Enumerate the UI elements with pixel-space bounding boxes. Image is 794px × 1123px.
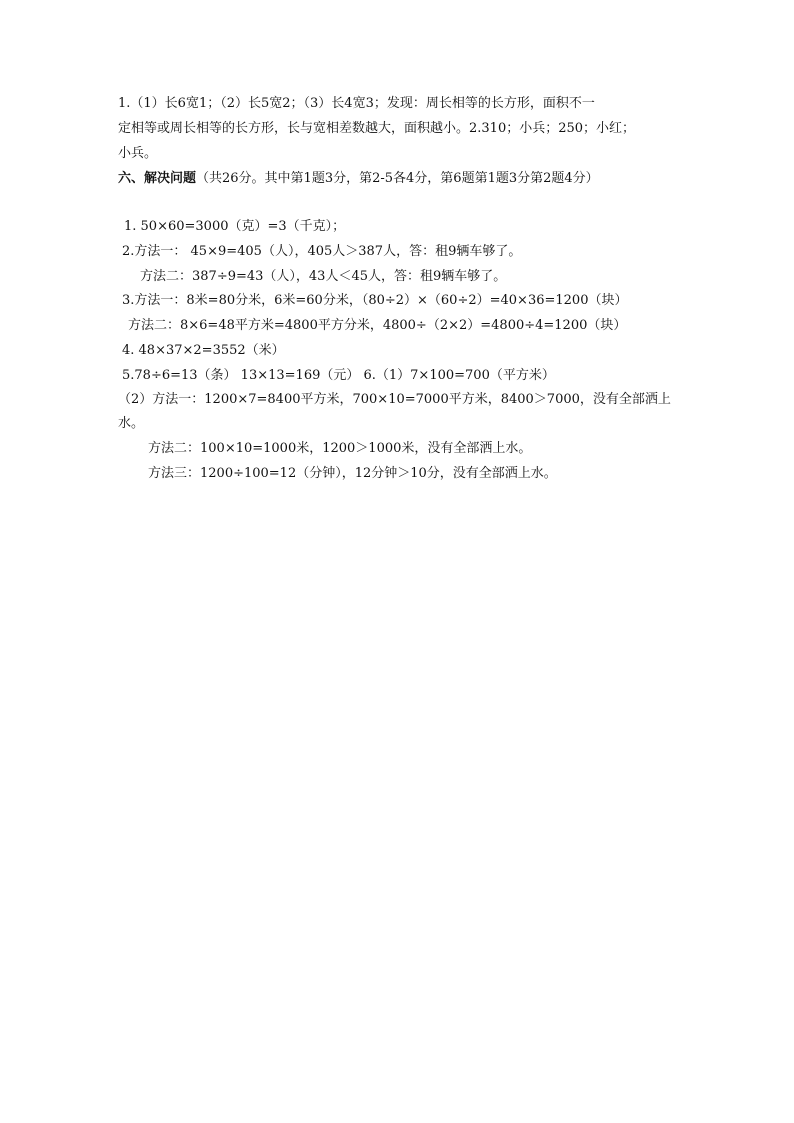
answer-line: （2）方法一：1200×7=8400平方米，700×10=7000平方米，8400＞7000，没有全部洒上: [118, 392, 671, 407]
section-six-heading-note: （共26分。其中第1题3分，第2-5各4分，第6题第1题3分第2题4分）: [196, 171, 599, 186]
answer-line: 2.方法一： 45×9=405（人），405人＞387人，答：租9辆车够了。: [122, 244, 522, 259]
section-six-heading-line: [118, 171, 599, 187]
answer-line: 方法三：1200÷100=12（分钟），12分钟＞10分，没有全部洒上水。: [148, 466, 557, 481]
answer-line: 3.方法一：8米=80分米，6米=60分米，（80÷2）×（60÷2）=40×36=1200（块）: [122, 293, 628, 308]
answer-line: 5.78÷6=13（条） 13×13=169（元） 6.（1）7×100=700（平方米）: [122, 368, 555, 383]
answer-line: 方法二：8×6=48平方米=4800平方分米，4800÷（2×2）=4800÷4=1200（块）: [128, 318, 627, 333]
answer-line: 4. 48×37×2=3552（米）: [122, 343, 285, 358]
answer-line: 水。: [118, 416, 145, 431]
answer-line: 方法二：387÷9=43（人），43人＜45人，答：租9辆车够了。: [140, 269, 507, 284]
answer-line: 方法二：100×10=1000米，1200＞1000米，没有全部洒上水。: [148, 441, 532, 456]
section-five-line-3: 小兵。: [118, 146, 158, 161]
section-five-line-2: 定相等或周长相等的长方形，长与宽相差数越大，面积越小。2.310；小兵；250；小红；: [118, 121, 636, 136]
answer-line: 1. 50×60=3000（克）=3（千克）；: [124, 219, 346, 234]
section-five-line-1: 1.（1）长6宽1；（2）长5宽2；（3）长4宽3；发现：周长相等的长方形，面积不一: [118, 96, 595, 111]
section-six-heading: 六、解决问题: [118, 171, 197, 186]
